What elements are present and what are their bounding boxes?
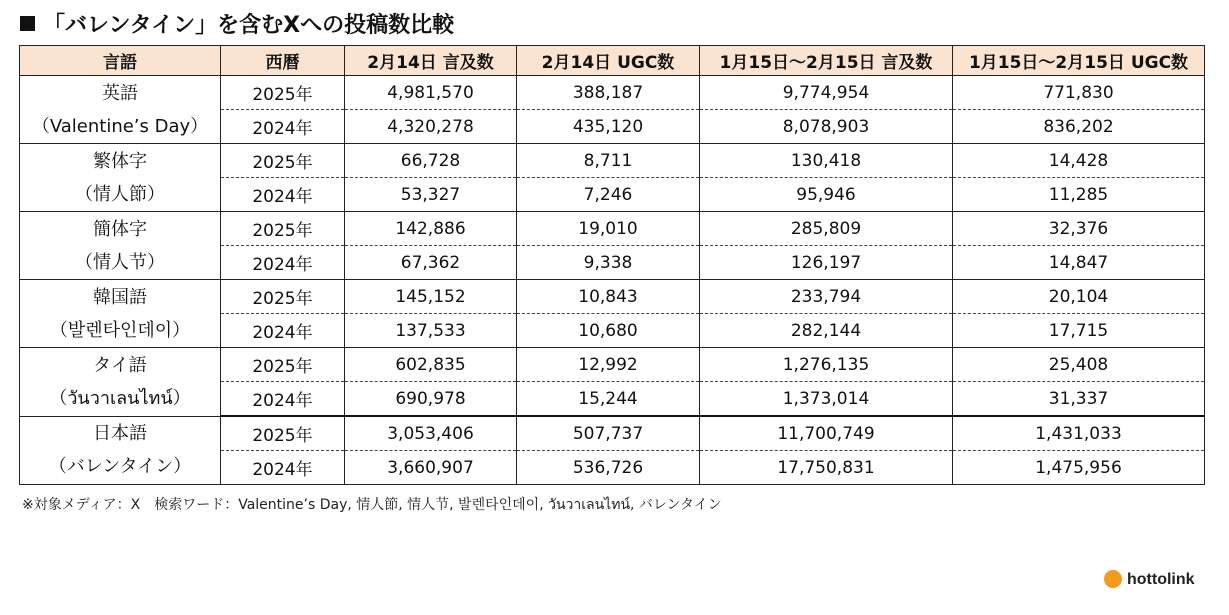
value-cell: 3,660,907 xyxy=(345,451,517,485)
year-cell: 2024年 xyxy=(221,110,345,144)
value-cell: 771,830 xyxy=(953,76,1205,110)
year-cell: 2024年 xyxy=(221,246,345,280)
table-row xyxy=(20,212,1205,246)
value-cell: 66,728 xyxy=(345,144,517,178)
value-cell: 435,120 xyxy=(517,110,700,144)
language-name: タイ語 xyxy=(93,354,147,376)
value-cell: 388,187 xyxy=(517,76,700,110)
value-cell: 11,285 xyxy=(953,178,1205,212)
value-cell: 67,362 xyxy=(345,246,517,280)
value-cell: 9,774,954 xyxy=(700,76,953,110)
value-cell: 10,680 xyxy=(517,314,700,348)
value-cell: 53,327 xyxy=(345,178,517,212)
language-cell xyxy=(20,348,221,417)
value-cell: 4,981,570 xyxy=(345,76,517,110)
table-row xyxy=(20,280,1205,314)
year-cell: 2024年 xyxy=(221,314,345,348)
language-search-term: （情人節） xyxy=(75,183,165,205)
language-name: 韓国語 xyxy=(93,286,147,308)
logo-text: hottolink xyxy=(1127,571,1195,588)
value-cell: 7,246 xyxy=(517,178,700,212)
year-cell: 2025年 xyxy=(221,280,345,314)
value-cell: 8,711 xyxy=(517,144,700,178)
language-search-term: （발렌타인데이） xyxy=(49,319,191,341)
year-cell: 2025年 xyxy=(221,212,345,246)
year-cell: 2025年 xyxy=(221,348,345,382)
value-cell: 25,408 xyxy=(953,348,1205,382)
value-cell: 126,197 xyxy=(700,246,953,280)
year-cell: 2024年 xyxy=(221,178,345,212)
value-cell: 8,078,903 xyxy=(700,110,953,144)
value-cell: 14,428 xyxy=(953,144,1205,178)
value-cell: 20,104 xyxy=(953,280,1205,314)
language-name: 日本語 xyxy=(93,423,147,445)
value-cell: 836,202 xyxy=(953,110,1205,144)
language-name: 簡体字 xyxy=(93,218,147,240)
value-cell: 17,750,831 xyxy=(700,451,953,485)
hottolink-logo xyxy=(1104,570,1195,589)
value-cell: 282,144 xyxy=(700,314,953,348)
value-cell: 137,533 xyxy=(345,314,517,348)
language-search-term: （Valentine’s Day） xyxy=(31,115,209,137)
value-cell: 1,431,033 xyxy=(953,416,1205,451)
value-cell: 31,337 xyxy=(953,382,1205,417)
header-feb14-ugc: 2月14日 UGC数 xyxy=(517,46,700,76)
value-cell: 507,737 xyxy=(517,416,700,451)
page-title-text: 「バレンタイン」を含むXへの投稿数比較 xyxy=(43,13,455,38)
language-cell xyxy=(20,280,221,348)
value-cell: 536,726 xyxy=(517,451,700,485)
language-cell xyxy=(20,144,221,212)
header-period-mentions: 1月15日〜2月15日 言及数 xyxy=(700,46,953,76)
comparison-table xyxy=(19,45,1205,485)
value-cell: 15,244 xyxy=(517,382,700,417)
value-cell: 145,152 xyxy=(345,280,517,314)
table-row xyxy=(20,76,1205,110)
value-cell: 17,715 xyxy=(953,314,1205,348)
language-cell xyxy=(20,416,221,485)
year-cell: 2024年 xyxy=(221,382,345,417)
language-name: 繁体字 xyxy=(93,150,147,172)
value-cell: 142,886 xyxy=(345,212,517,246)
logo-dot-icon xyxy=(1104,570,1122,588)
table-header-row xyxy=(20,46,1205,76)
value-cell: 11,700,749 xyxy=(700,416,953,451)
language-cell xyxy=(20,212,221,280)
value-cell: 1,373,014 xyxy=(700,382,953,417)
header-language: 言語 xyxy=(20,46,221,76)
language-search-term: （วันวาเลนไทน์） xyxy=(49,387,191,409)
year-cell: 2025年 xyxy=(221,144,345,178)
table-row xyxy=(20,144,1205,178)
value-cell: 1,276,135 xyxy=(700,348,953,382)
language-cell xyxy=(20,76,221,144)
header-period-ugc: 1月15日〜2月15日 UGC数 xyxy=(953,46,1205,76)
year-cell: 2025年 xyxy=(221,76,345,110)
value-cell: 233,794 xyxy=(700,280,953,314)
value-cell: 4,320,278 xyxy=(345,110,517,144)
table-row xyxy=(20,348,1205,382)
value-cell: 14,847 xyxy=(953,246,1205,280)
page-title xyxy=(20,8,454,39)
header-feb14-mentions: 2月14日 言及数 xyxy=(345,46,517,76)
value-cell: 285,809 xyxy=(700,212,953,246)
year-cell: 2024年 xyxy=(221,451,345,485)
value-cell: 1,475,956 xyxy=(953,451,1205,485)
value-cell: 3,053,406 xyxy=(345,416,517,451)
value-cell: 32,376 xyxy=(953,212,1205,246)
value-cell: 602,835 xyxy=(345,348,517,382)
value-cell: 12,992 xyxy=(517,348,700,382)
value-cell: 19,010 xyxy=(517,212,700,246)
value-cell: 9,338 xyxy=(517,246,700,280)
value-cell: 10,843 xyxy=(517,280,700,314)
language-search-term: （情人节） xyxy=(75,251,165,273)
square-bullet-icon xyxy=(20,16,35,31)
value-cell: 95,946 xyxy=(700,178,953,212)
header-year: 西暦 xyxy=(221,46,345,76)
value-cell: 690,978 xyxy=(345,382,517,417)
table-row xyxy=(20,416,1205,451)
language-search-term: （バレンタイン） xyxy=(48,456,192,478)
footnote: ※対象メディア：X 検索ワード：Valentine’s Day, 情人節, 情人节, 발렌타인데이, วันวาเลนไทน์, バレンタイン xyxy=(22,497,722,513)
value-cell: 130,418 xyxy=(700,144,953,178)
year-cell: 2025年 xyxy=(221,416,345,451)
language-name: 英語 xyxy=(102,82,138,104)
